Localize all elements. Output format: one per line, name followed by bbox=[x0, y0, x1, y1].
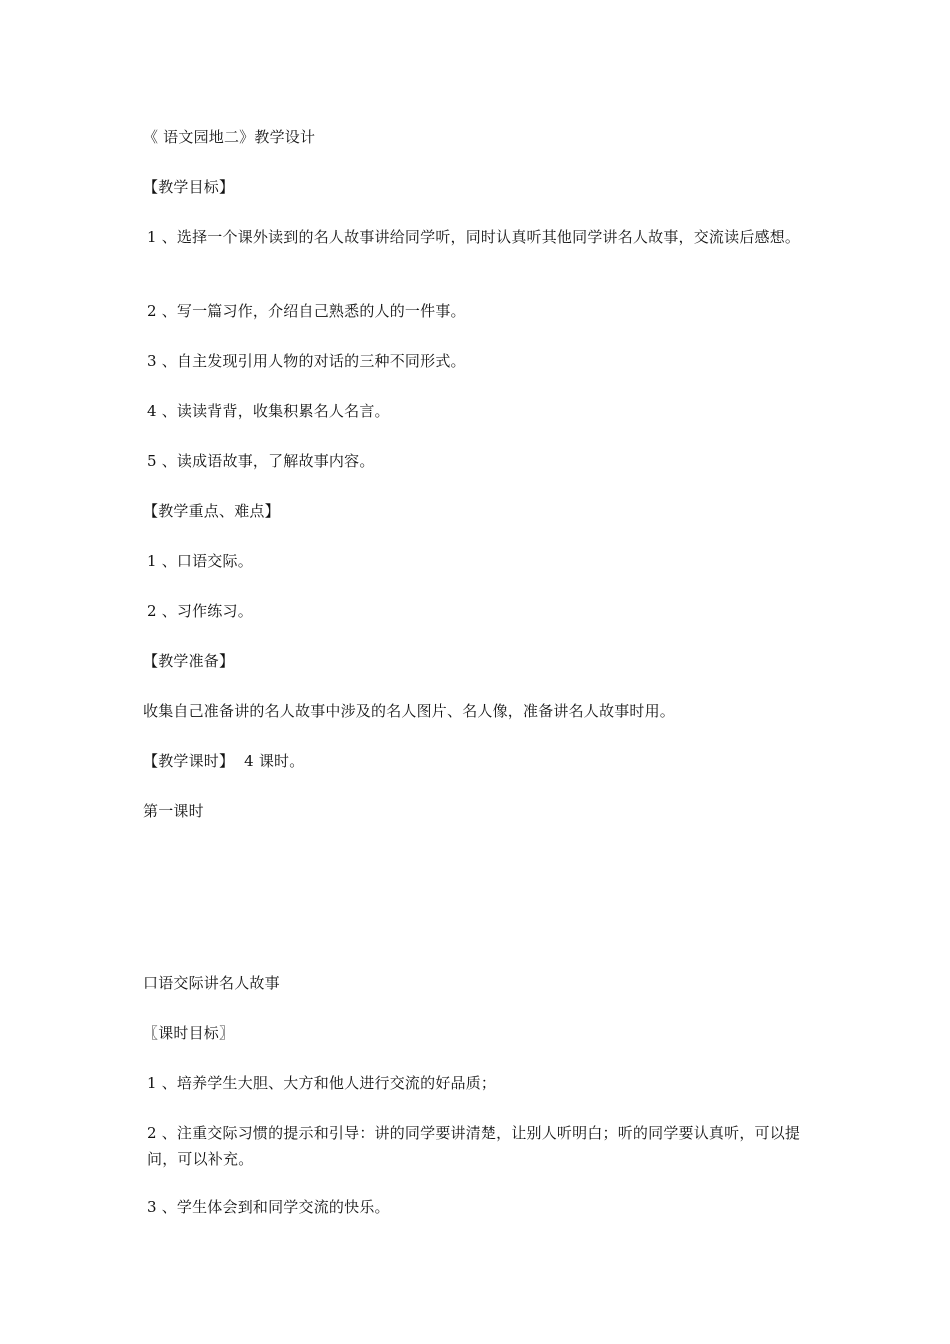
objective-item-1: 1 、选择一个课外读到的名人故事讲给同学听，同时认真听其他同学讲名人故事，交流读后感想。 bbox=[147, 228, 801, 246]
key-point-item-1: 1 、口语交际。 bbox=[147, 552, 253, 570]
document-title: 《 语文园地二》教学设计 bbox=[143, 128, 316, 146]
objective-item-4: 4 、读读背背，收集积累名人名言。 bbox=[147, 402, 390, 420]
objective-item-3: 3 、自主发现引用人物的对话的三种不同形式。 bbox=[147, 352, 466, 370]
lesson-goal-item-3: 3 、学生体会到和同学交流的快乐。 bbox=[147, 1198, 390, 1216]
key-points-heading: 【教学重点、难点】 bbox=[143, 502, 280, 520]
lesson-goal-item-1: 1 、培养学生大胆、大方和他人进行交流的好品质； bbox=[147, 1074, 497, 1092]
key-point-item-2: 2 、习作练习。 bbox=[147, 602, 253, 620]
lesson-goals-heading: 〖课时目标〗 bbox=[143, 1024, 235, 1042]
first-period-heading: 第一课时 bbox=[143, 802, 204, 820]
preparation-heading: 【教学准备】 bbox=[143, 652, 235, 670]
oral-communication-title: 口语交际讲名人故事 bbox=[143, 974, 280, 992]
objectives-heading: 【教学目标】 bbox=[143, 178, 235, 196]
objective-item-2: 2 、写一篇习作，介绍自己熟悉的人的一件事。 bbox=[147, 302, 466, 320]
preparation-text: 收集自己准备讲的名人故事中涉及的名人图片、名人像，准备讲名人故事时用。 bbox=[143, 702, 676, 720]
periods-text: 【教学课时】 4 课时。 bbox=[143, 752, 305, 770]
lesson-goal-item-2: 2 、注重交际习惯的提示和引导：讲的同学要讲清楚，让别人听明白；听的同学要认真听，可以提问，可以补充。 bbox=[147, 1124, 801, 1168]
objective-item-5: 5 、读成语故事，了解故事内容。 bbox=[147, 452, 375, 470]
